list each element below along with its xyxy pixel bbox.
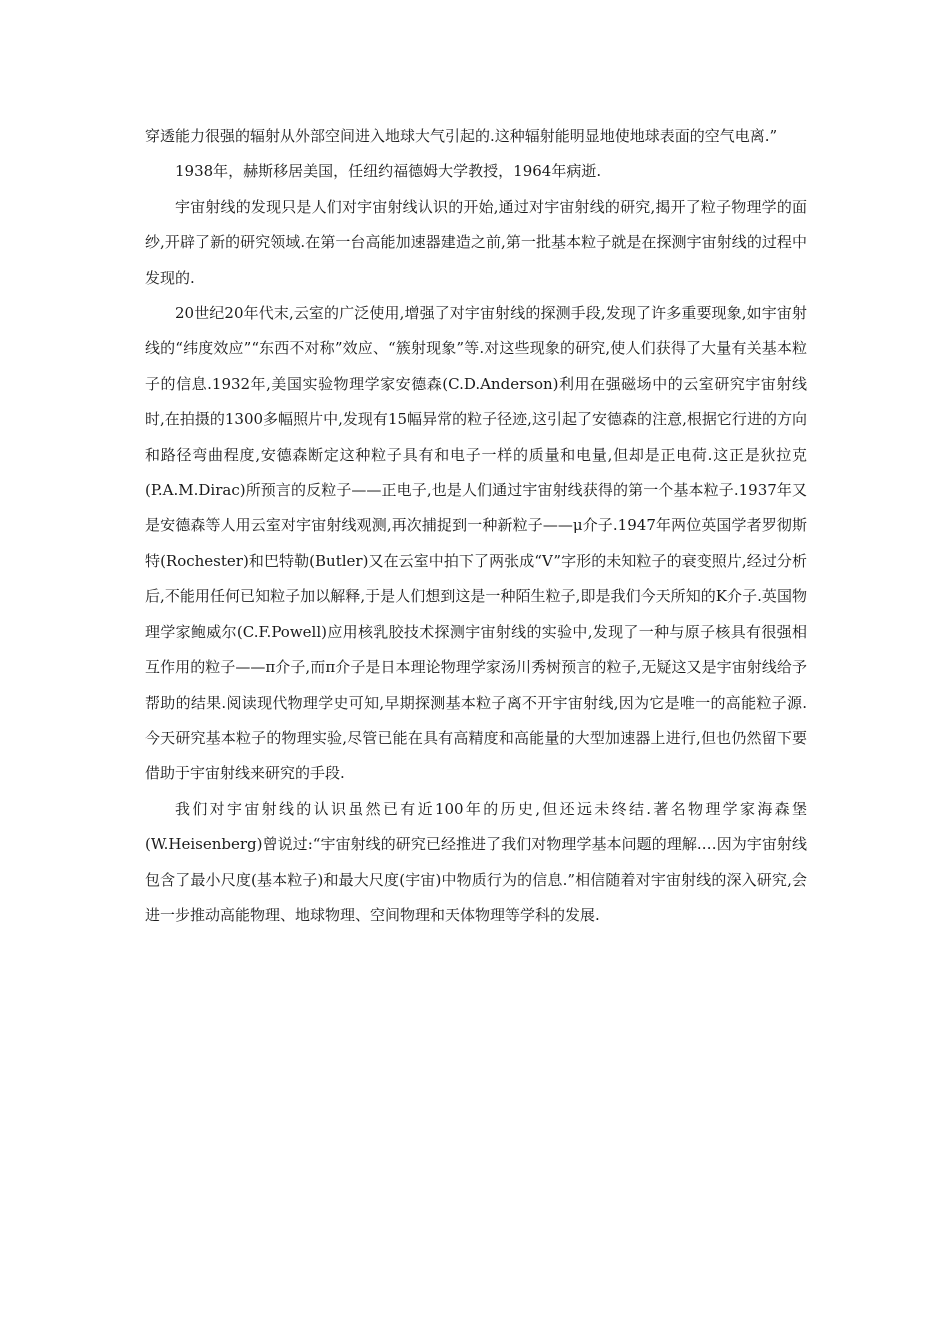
paragraph-discovery-significance: 宇宙射线的发现只是人们对宇宙射线认识的开始,通过对宇宙射线的研究,揭开了粒子物理学的面纱,开辟了新的研究领域.在第一台高能加速器建造之前,第一批基本粒子就是在探测宇宙射线的过程中发现的. xyxy=(145,197,807,287)
document-page xyxy=(145,119,807,933)
paragraph-hess-biography: 1938年，赫斯移居美国，任纽约福德姆大学教授，1964年病逝. xyxy=(175,162,602,181)
paragraph-continuation: 穿透能力很强的辐射从外部空间进入地球大气引起的.这种辐射能明显地使地球表面的空气电离.” xyxy=(145,127,778,145)
paragraph-particle-discoveries: 20世纪20年代末,云室的广泛使用,增强了对宇宙射线的探测手段,发现了许多重要现象,如宇宙射线的“纬度效应”“东西不对称”效应、“簇射现象”等.对这些现象的研究,使人们获得了大量有关基本粒子的信息.1932年,美国实验物理学家安德森(C.D.Anderson)利用在强磁场中的云室研究宇宙射线时,在拍摄的1300多幅照片中,发现有15幅异常的粒子径迹,这引起了安德森的注意,根据它行进的方向和路径弯曲程度,安德森断定这种粒子具有和电子一样的质量和电量,但却是正电荷.这正是狄拉克(P.A.M.Dirac)所预言的反粒子——正电子,也是人们通过宇宙射线获得的第一个基本粒子.1937年又是安德森等人用云室对宇宙射线观测,再次捕捉到一种新粒子——μ介子.1947年两位英国学者罗彻斯特(Rochester)和巴特勒(Butler)又在云室中拍下了两张成“V”字形的未知粒子的衰变照片,经过分析后,不能用任何已知粒子加以解释,于是人们想到这是一种陌生粒子,即是我们今天所知的K介子.英国物理学家鲍威尔(C.F.Powell)应用核乳胶技术探测宇宙射线的实验中,发现了一种与原子核具有很强相互作用的粒子——π介子,而π介子是日本理论物理学家汤川秀树预言的粒子,无疑这又是宇宙射线给予帮助的结果.阅读现代物理学史可知,早期探测基本粒子离不开宇宙射线,因为它是唯一的高能粒子源.今天研究基本粒子的物理实验,尽管已能在具有高精度和高能量的大型加速器上进行,但也仍然留下要借助于宇宙射线来研究的手段. xyxy=(145,304,807,783)
paragraph-future-research: 我们对宇宙射线的认识虽然已有近100年的历史,但还远未终结.著名物理学家海森堡(W.Heisenberg)曾说过:“宇宙射线的研究已经推进了我们对物理学基本问题的理解.…因为宇宙射线包含了最小尺度(基本粒子)和最大尺度(宇宙)中物质行为的信息.”相信随着对宇宙射线的深入研究,会进一步推动高能物理、地球物理、空间物理和天体物理等学科的发展. xyxy=(145,799,807,924)
